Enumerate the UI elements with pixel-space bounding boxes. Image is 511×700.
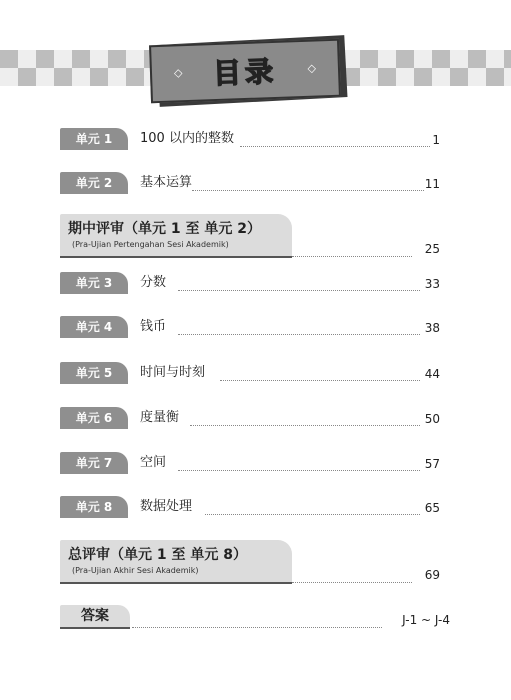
toc-row-unit-1[interactable] <box>60 128 440 150</box>
page-number: 65 <box>424 501 440 515</box>
title-banner <box>149 39 341 104</box>
unit-label: 单元 7 <box>60 452 128 474</box>
dot-leader <box>178 290 420 291</box>
unit-label: 单元 3 <box>60 272 128 294</box>
page-number: 44 <box>424 367 440 381</box>
unit-title: 时间与时刻 <box>140 365 206 380</box>
unit-label: 单元 4 <box>60 316 128 338</box>
dot-leader <box>132 627 382 628</box>
page-number: 11 <box>424 177 440 191</box>
dot-leader <box>190 425 420 426</box>
dot-leader <box>178 470 420 471</box>
toc-row-unit-4[interactable] <box>60 316 440 338</box>
unit-title: 钱币 <box>140 319 167 334</box>
answers-label: 答案 <box>60 605 130 629</box>
final-page: 69 <box>424 568 440 582</box>
toc-row-midterm[interactable] <box>60 214 292 258</box>
toc-row-unit-8[interactable] <box>60 496 440 518</box>
unit-label: 单元 5 <box>60 362 128 384</box>
dot-leader <box>220 380 420 381</box>
toc-row-unit-6[interactable] <box>60 407 440 429</box>
page-number: 1 <box>432 133 440 147</box>
dot-leader <box>205 514 420 515</box>
toc-row-unit-7[interactable] <box>60 452 440 474</box>
diamond-icon: ◇ <box>307 61 317 75</box>
diamond-icon: ◇ <box>173 66 183 80</box>
unit-title: 基本运算 <box>140 175 193 190</box>
page-number: 50 <box>424 412 440 426</box>
final-title: 总评审（单元 1 至 单元 8） <box>68 547 247 563</box>
answers-page: J-1 ~ J-4 <box>402 613 450 627</box>
toc-row-unit-3[interactable] <box>60 272 440 294</box>
unit-label: 单元 8 <box>60 496 128 518</box>
midterm-page: 25 <box>424 242 440 256</box>
unit-title: 空间 <box>140 455 167 470</box>
page-number: 57 <box>424 457 440 471</box>
toc-row-unit-5[interactable] <box>60 362 440 384</box>
unit-label: 单元 2 <box>60 172 128 194</box>
unit-title: 100 以内的整数 <box>140 131 234 146</box>
final-subtitle: (Pra-Ujian Akhir Sesi Akademik) <box>72 566 199 575</box>
midterm-title: 期中评审（单元 1 至 单元 2） <box>68 221 261 237</box>
unit-label: 单元 1 <box>60 128 128 150</box>
unit-title: 分数 <box>140 275 167 290</box>
page-number: 38 <box>424 321 440 335</box>
page-number: 33 <box>424 277 440 291</box>
unit-title: 度量衡 <box>140 410 180 425</box>
toc-row-final[interactable] <box>60 540 292 584</box>
dot-leader <box>192 190 424 191</box>
page-title: 目录 <box>212 54 278 91</box>
midterm-subtitle: (Pra-Ujian Pertengahan Sesi Akademik) <box>72 240 229 249</box>
toc-row-unit-2[interactable] <box>60 172 440 194</box>
unit-label: 单元 6 <box>60 407 128 429</box>
dot-leader <box>292 582 412 583</box>
unit-title: 数据处理 <box>140 499 193 514</box>
toc-row-answers[interactable] <box>60 605 450 627</box>
dot-leader <box>178 334 420 335</box>
dot-leader <box>292 256 412 257</box>
